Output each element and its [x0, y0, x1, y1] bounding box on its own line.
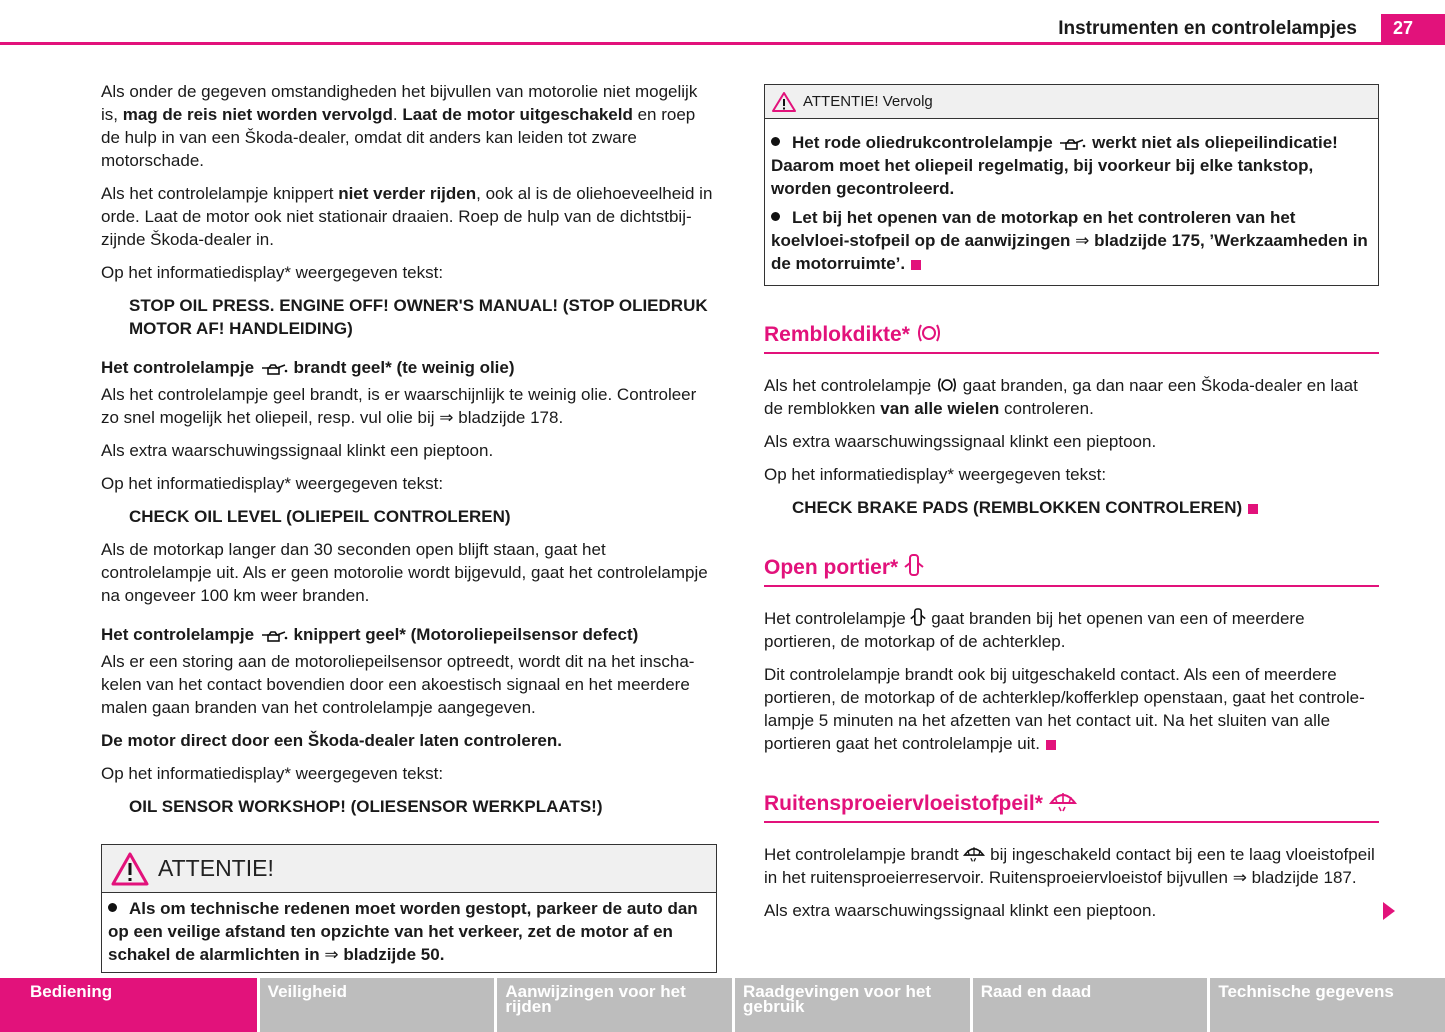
bullet [108, 903, 117, 912]
open-door-icon [904, 553, 924, 577]
section-title-brake-pads: Remblokdikte* [764, 322, 1379, 354]
tab-raadgevingen[interactable]: Raadgevingen voor het gebruik [735, 978, 970, 1032]
warning-body [765, 119, 1378, 285]
oil-can-icon [1057, 135, 1087, 151]
paragraph: Op het informatiedisplay* weergegeven tekst: [764, 465, 1107, 484]
chapter-nav [0, 978, 1445, 1032]
paragraph: Als er een storing aan de motoroliepeilsensor optreedt, wordt dit na het inscha-kelen van het contact bovendien door een akoestisch signaal en het meerdere malen gaan branden van het controlelampje aangegeven. [101, 652, 695, 717]
section-title-open-door: Open portier* [764, 553, 1379, 587]
oil-can-icon [259, 627, 289, 643]
paragraph: De motor direct door een Škoda-dealer laten controleren. [101, 731, 562, 750]
tab-veiligheid[interactable]: Veiligheid [260, 978, 495, 1032]
end-marker [911, 260, 921, 270]
tab-aanwijzingen[interactable]: Aanwijzingen voor het rijden [497, 978, 732, 1032]
section-title-washer-fluid: Ruitensproeiervloeistofpeil* [764, 789, 1379, 823]
header-rule [0, 42, 1445, 45]
end-marker [1248, 504, 1258, 514]
warning-triangle-icon [110, 851, 150, 887]
right-column [764, 84, 1379, 932]
page-number: 27 [1381, 14, 1445, 44]
tab-technische-gegevens[interactable]: Technische gegevens [1210, 978, 1445, 1032]
subheading: Het controlelampje knippert geel* (Motoroliepeilsensor defect) [101, 625, 639, 644]
tab-bediening[interactable]: Bediening [0, 978, 257, 1032]
warning-box-continued [764, 84, 1379, 286]
oil-can-icon [259, 360, 289, 376]
paragraph: Als de motorkap langer dan 30 seconden open blijft staan, gaat het controlelampje uit. Als er geen motorolie wordt bijgevuld, gaat het controlelampje na ongeveer 100 km weer branden. [101, 540, 708, 605]
arrow-icon: ⇒ [1232, 868, 1247, 887]
paragraph: Als het controlelampje gaat branden, ga dan naar een Škoda-dealer en laat de remblokken van alle wielen controleren. [764, 376, 1358, 418]
paragraph: Als extra waarschuwingssignaal klinkt een pieptoon. [101, 441, 494, 460]
open-door-icon [910, 607, 926, 627]
page-header [0, 0, 1445, 46]
warning-header [102, 845, 716, 893]
washer-fluid-icon [963, 844, 985, 863]
arrow-icon: ⇒ [1075, 231, 1090, 250]
warning-body: Als om technische redenen moet worden gestopt, parkeer de auto dan op een veilige afstand ten opzichte van het verkeer, zet de motor af en schakel de alarmlichten in ⇒ bladzijde 50. [108, 899, 698, 964]
paragraph: Dit controlelampje brandt ook bij uitgeschakeld contact. Als een of meerdere portieren, de motorkap of de achterklep/kofferklep openstaan, gaat het controle-lampje 5 minuten na het afzetten van het contact uit. Na het sluiten van alle portieren gaat het controlelampje uit. [764, 665, 1365, 753]
left-column [101, 80, 717, 973]
next-page-arrow-icon[interactable] [1383, 902, 1395, 920]
paragraph: Als extra waarschuwingssignaal klinkt een pieptoon. [764, 901, 1157, 920]
paragraph: Als het controlelampje knippert niet verder rijden, ook al is de oliehoeveelheid in orde. Laat de motor ook niet stationair draaien. Roep de hulp van de dichtstbij-zijnde Škoda-dealer in. [101, 184, 713, 249]
paragraph: Op het informatiedisplay* weergegeven tekst: [101, 474, 444, 493]
paragraph: Als het controlelampje geel brandt, is er waarschijnlijk te weinig olie. Controleer zo snel mogelijk het oliepeil, resp. vul olie bij ⇒ bladzijde 178. [101, 385, 697, 427]
display-text: CHECK BRAKE PADS (REMBLOKKEN CONTROLEREN) [764, 496, 1379, 519]
paragraph: Als extra waarschuwingssignaal klinkt een pieptoon. [764, 432, 1157, 451]
washer-fluid-icon [1049, 789, 1077, 813]
display-text: STOP OIL PRESS. ENGINE OFF! OWNER'S MANUAL! (STOP OLIEDRUK MOTOR AF! HANDLEIDING) [129, 296, 708, 338]
warning-bullet: Let bij het openen van de motorkap en het controleren van het koelvloei-stofpeil op de aanwijzingen ⇒ bladzijde 175, ’Werkzaamheden in de motorruimte’. [771, 208, 1368, 273]
display-text: OIL SENSOR WORKSHOP! (OLIESENSOR WERKPLAATS!) [129, 797, 603, 816]
warning-title: ATTENTIE! Vervolg [803, 93, 933, 110]
paragraph: Op het informatiedisplay* weergegeven tekst: [101, 764, 444, 783]
tab-raad-en-daad[interactable]: Raad en daad [973, 978, 1208, 1032]
warning-box [101, 844, 717, 973]
display-text: CHECK OIL LEVEL (OLIEPEIL CONTROLEREN) [129, 507, 511, 526]
brake-pad-icon [916, 322, 942, 344]
paragraph: Het controlelampje gaat branden bij het openen van een of meerdere portieren, de motorkap of de achterklep. [764, 609, 1305, 651]
arrow-icon: ⇒ [324, 945, 339, 964]
subheading: Het controlelampje brandt geel* (te weinig olie) [101, 358, 515, 377]
warning-bullet: Het rode oliedrukcontrolelampje werkt niet als oliepeilindicatie! Daarom moet het oliepeil regelmatig, bij voorkeur bij elke tankstop, worden gecontroleerd. [771, 133, 1338, 198]
paragraph: Als onder de gegeven omstandigheden het bijvullen van motorolie niet mogelijk is, mag de reis niet worden vervolgd. Laat de motor uitgeschakeld en roep de hulp in van een Škoda-dealer, omdat dit anders kan leiden tot zware motorschade. [101, 82, 698, 170]
chapter-title: Instrumenten en controlelampjes [1058, 18, 1357, 39]
warning-header [765, 85, 1378, 119]
arrow-icon: ⇒ [439, 408, 454, 427]
paragraph: Het controlelampje brandt bij ingeschakeld contact bij een te laag vloeistofpeil in het ruitensproeierreservoir. Ruitensproeiervloeistof bijvullen ⇒ bladzijde 187. [764, 845, 1375, 887]
warning-title: ATTENTIE! [158, 855, 274, 881]
end-marker [1046, 740, 1056, 750]
warning-triangle-icon [771, 91, 797, 113]
brake-pad-icon [936, 376, 958, 394]
paragraph: Op het informatiedisplay* weergegeven tekst: [101, 263, 444, 282]
